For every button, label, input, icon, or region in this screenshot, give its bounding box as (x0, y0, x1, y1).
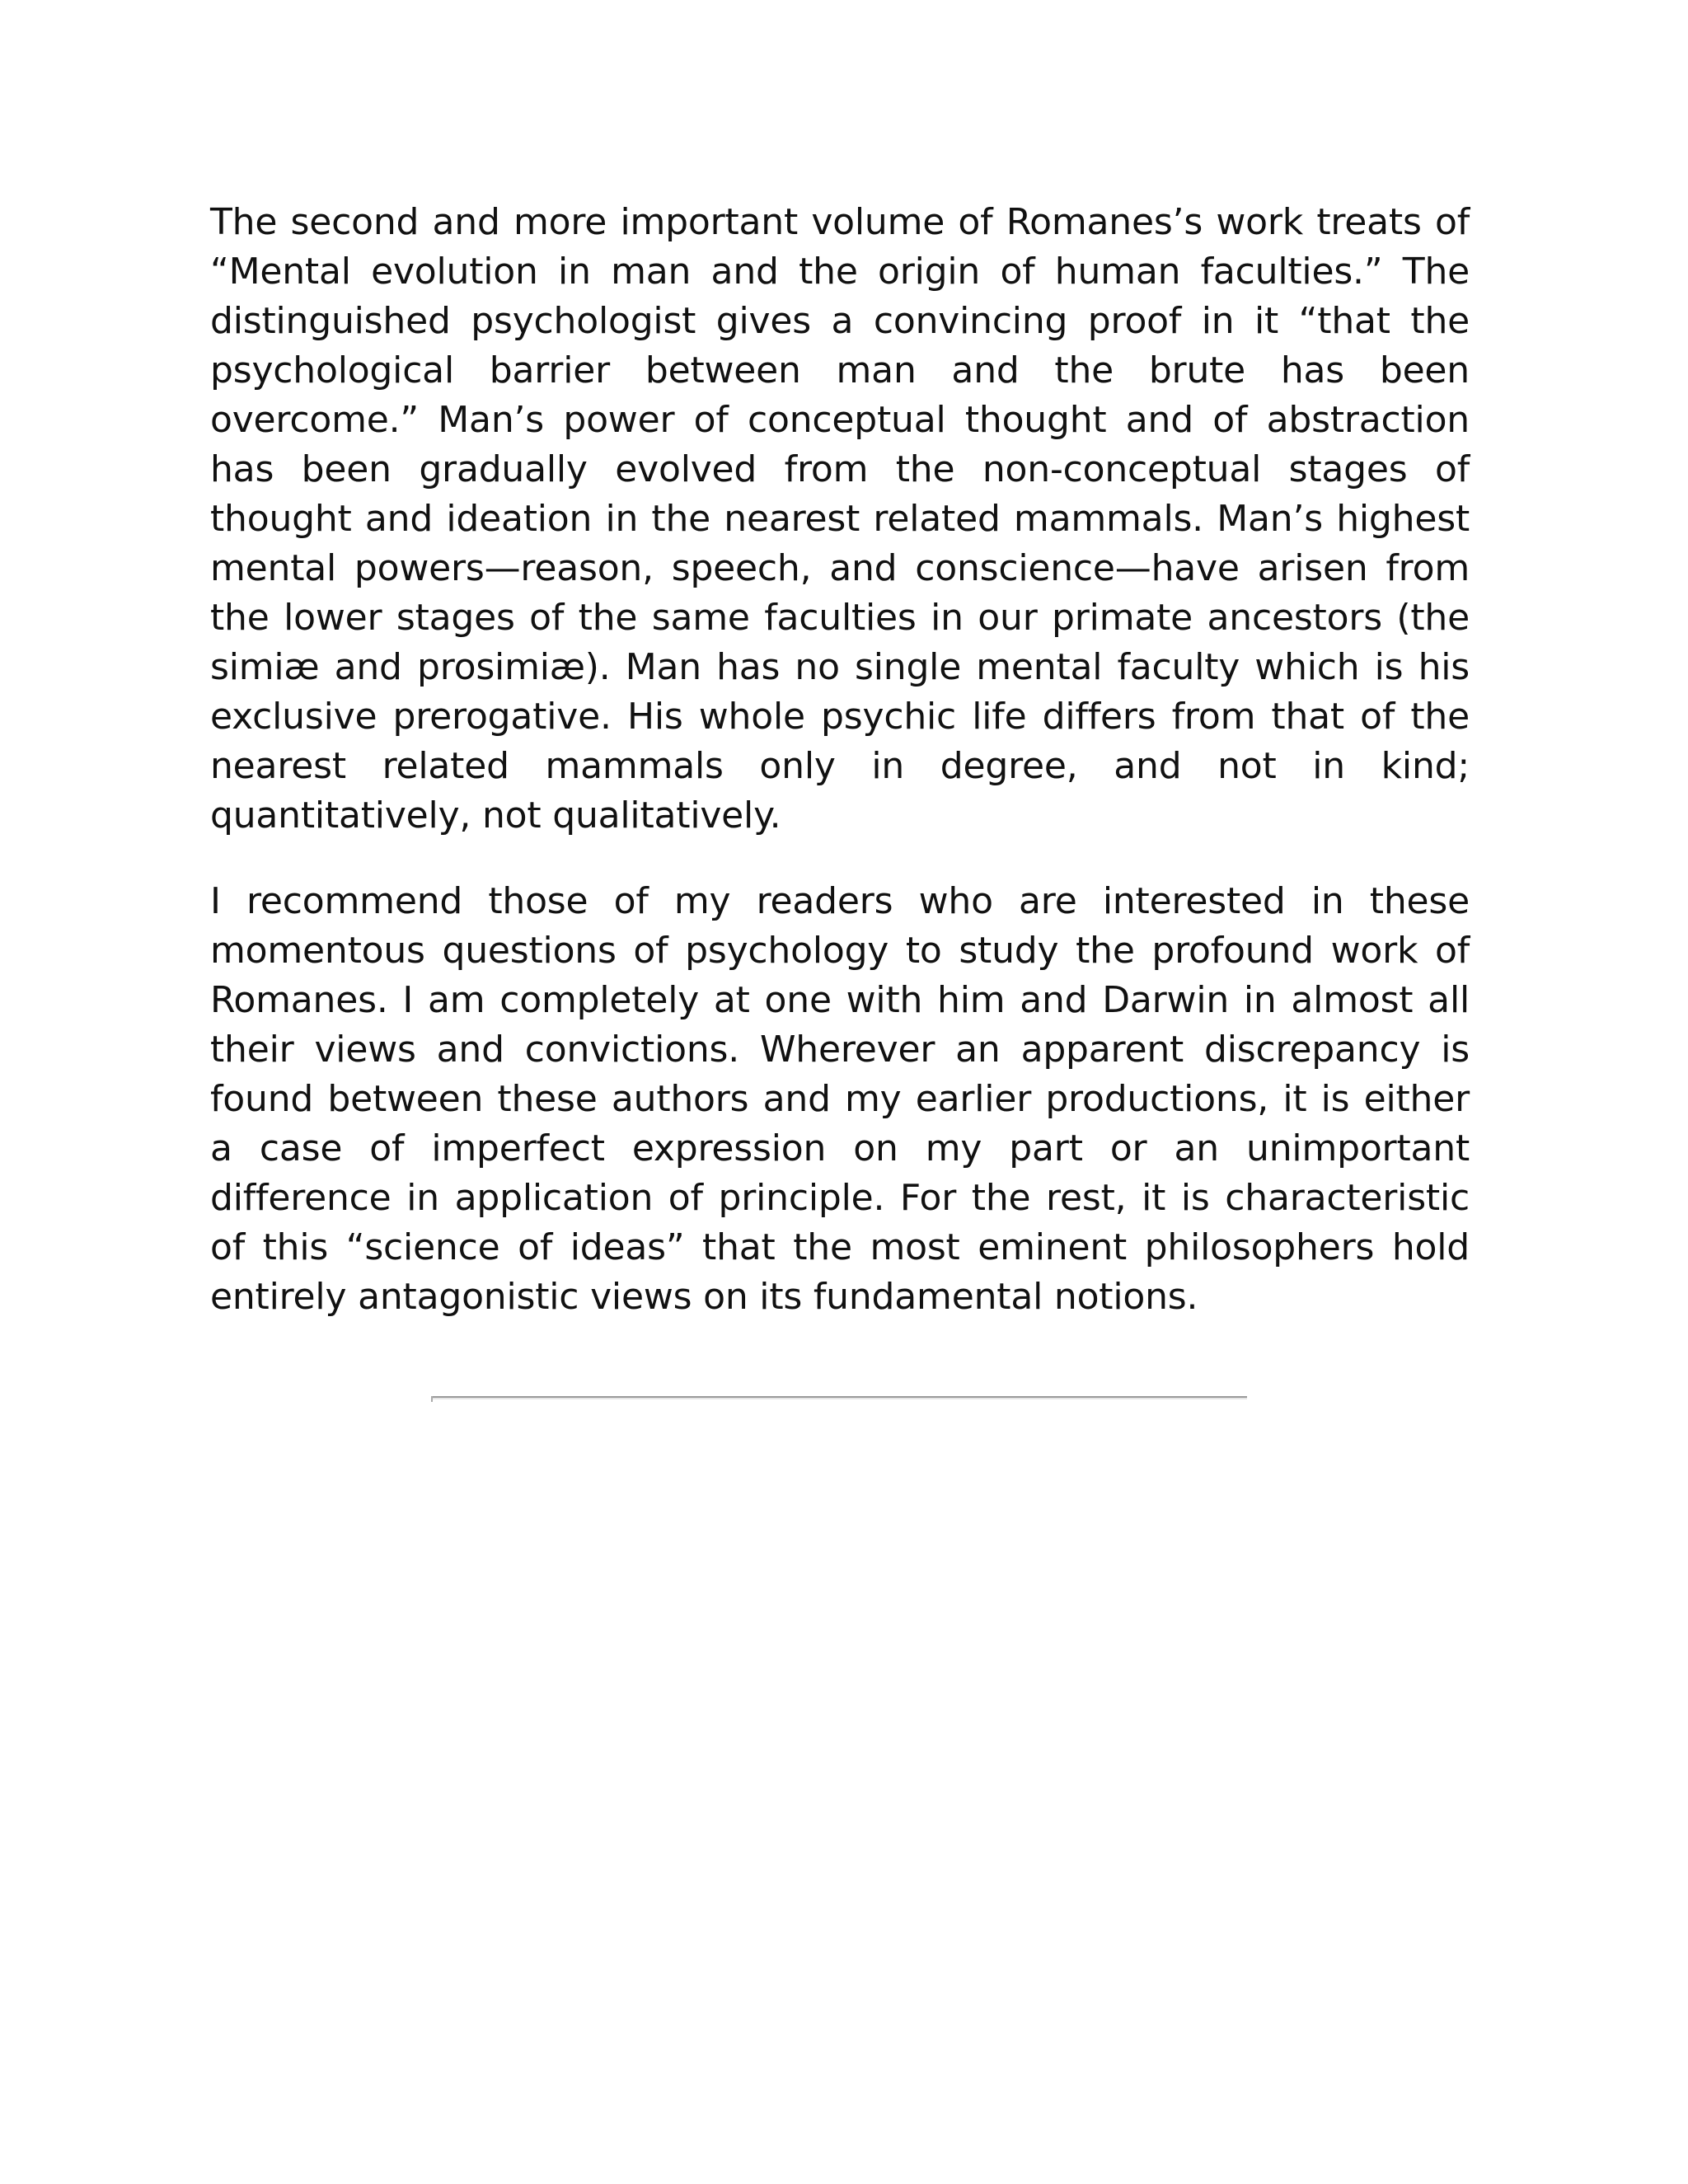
body-text (210, 198, 1470, 1358)
paragraph-romanes-volume: The second and more important volume of Romanes’s work treats of “Mental evolution in man and the origin of human faculties.” The distinguished psychologist gives a convincing proof in it “that the psychological barrier between man and the brute has been overcome.” Man’s power of conceptual thought and of abstraction has been gradually evolved from the non-conceptual stages of thought and ideation in the nearest related mammals. Man’s highest mental powers—reason, speech, and conscience—have arisen from the lower stages of the same faculties in our primate ancestors (the simiæ and prosimiæ). Man has no single mental faculty which is his exclusive prerogative. His whole psychic life differs from that of the nearest related mammals only in degree, and not in kind; quantitatively, not qualitatively. (210, 201, 1470, 837)
paragraph-recommendation: I recommend those of my readers who are interested in these momentous questions of psychology to study the profound work of Romanes. I am completely at one with him and Darwin in almost all their views and convictions. Wherever an apparent discrepancy is found between these authors and my earlier productions, it is either a case of imperfect expression on my part or an unimportant difference in application of principle. For the rest, it is characteristic of this “science of ideas” that the most eminent philosophers hold entirely antagonistic views on its fundamental notions. (210, 880, 1470, 1318)
section-divider (431, 1396, 1247, 1399)
